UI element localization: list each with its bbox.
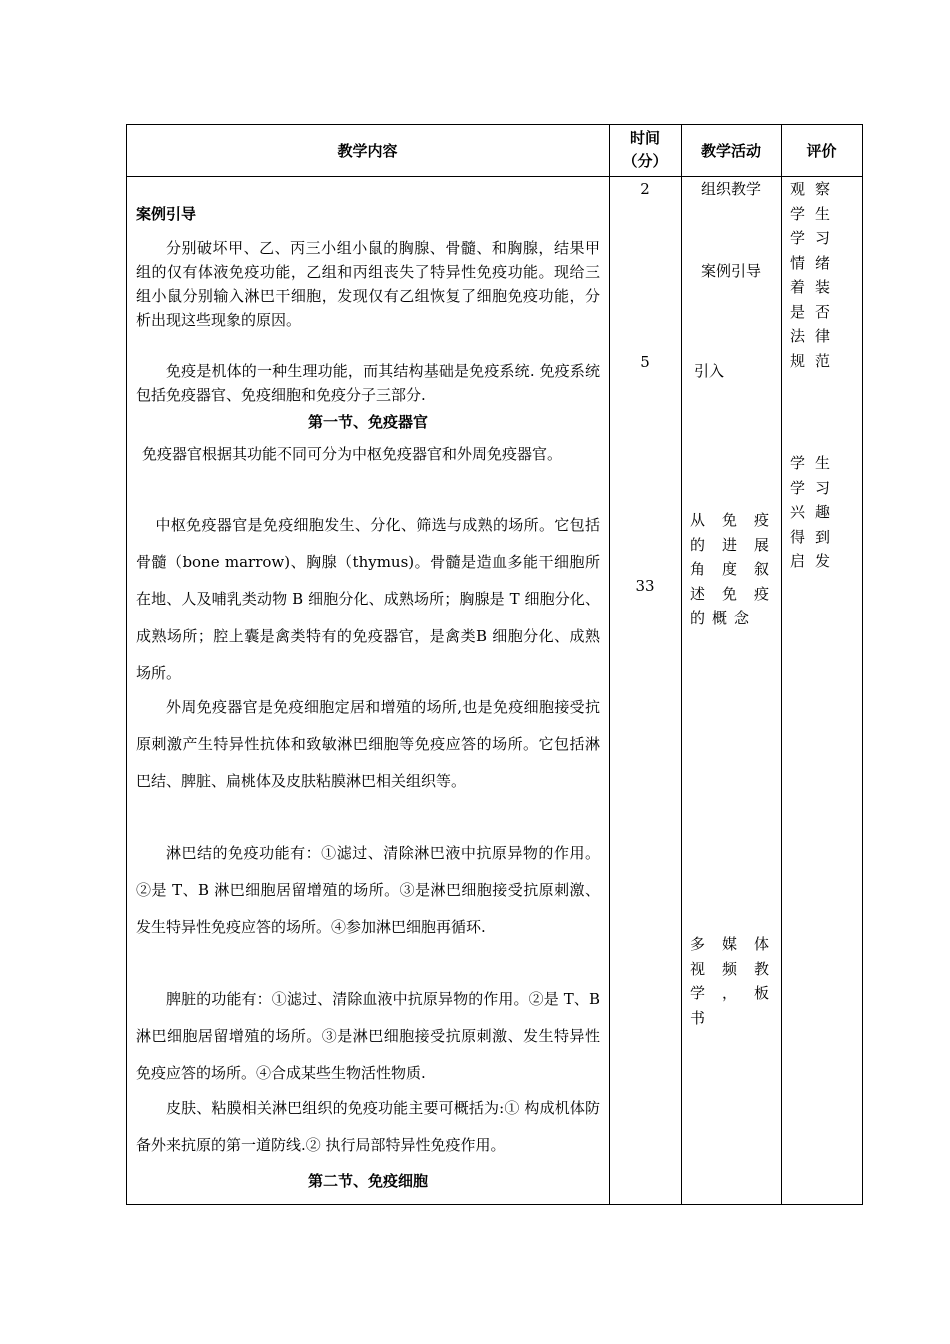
header-content: 教学内容: [337, 142, 398, 160]
lymph-node-paragraph: 淋巴结的免疫功能有：①滤过、清除淋巴液中抗原异物的作用。②是 T、B 淋巴细胞居留增殖的场所。③是淋巴细胞接受抗原刺激、发生特异性免疫应答的场所。④参加淋巴细胞再循环.: [136, 844, 600, 936]
activity-intro: 引入: [694, 362, 725, 380]
peripheral-organs-paragraph: 外周免疫器官是免疫细胞定居和增殖的场所,也是免疫细胞接受抗原刺激产生特异性抗体和致敏淋巴细胞等免疫应答的场所。它包括淋巴结、脾脏、扁桃体及皮肤粘膜淋巴相关组织等。: [136, 698, 600, 790]
table-right-border: [862, 124, 863, 1205]
evaluation-interest: 学生学习兴趣得到启发: [790, 454, 841, 570]
central-organs-paragraph: 中枢免疫器官是免疫细胞发生、分化、筛选与成熟的场所。它包括骨髓（bone marrow)、胸腺（thymus)。骨髓是造血多能干细胞所在地、人及哺乳类动物 B 细胞分化、成熟场所；胸腺是 T 细胞分化、成熟场所；腔上囊是禽类特有的免疫器官，是禽类B 细胞分化、成熟场所。: [136, 516, 600, 682]
column-divider-activity-evaluation: [781, 124, 782, 1205]
activity-multimedia: 多媒体视频教学，板书: [690, 935, 776, 1027]
time-value-1: 2: [640, 180, 650, 198]
intro-paragraph: 免疫是机体的一种生理功能，而其结构基础是免疫系统. 免疫系统包括免疫器官、免疫细胞和免疫分子三部分.: [136, 362, 600, 404]
case-paragraph: 分别破坏甲、乙、丙三小组小鼠的胸腺、骨髓、和胸腺，结果甲组的仅有体液免疫功能，乙组和丙组丧失了特异性免疫功能。现给三组小鼠分别输入淋巴干细胞，发现仅有乙组恢复了细胞免疫功能，分析出现这些现象的原因。: [136, 239, 600, 329]
section2-title: 第二节、免疫细胞: [307, 1172, 428, 1190]
organs-intro-paragraph: 免疫器官根据其功能不同可分为中枢免疫器官和外周免疫器官。: [142, 445, 563, 463]
case-heading: 案例引导: [136, 205, 197, 223]
table-left-border: [126, 124, 127, 1205]
header-time: [609, 127, 681, 173]
header-time-line2: （分）: [622, 152, 668, 170]
mucosa-paragraph: 皮肤、粘膜相关淋巴组织的免疫功能主要可概括为:① 构成机体防备外来抗原的第一道防线.② 执行局部特异性免疫作用。: [136, 1099, 600, 1154]
evaluation-observe: 观察学生学习情绪着装是否法律规范: [790, 180, 841, 370]
header-evaluation: 评价: [806, 142, 837, 160]
column-divider-content-time: [609, 124, 610, 1205]
activity-case: 案例引导: [700, 262, 761, 280]
spleen-paragraph: 脾脏的功能有：①滤过、清除血液中抗原异物的作用。②是 T、B 淋巴细胞居留增殖的场所。③是淋巴细胞接受抗原刺激、发生特异性免疫应答的场所。④合成某些生物活性物质.: [136, 990, 600, 1082]
section1-title: 第一节、免疫器官: [307, 413, 428, 431]
header-time-line1: 时间: [629, 129, 660, 147]
activity-organize: 组织教学: [700, 180, 761, 198]
activity-concept: 从免疫的进展角度叙述免疫的概念: [690, 511, 776, 627]
time-value-3: 33: [635, 577, 655, 595]
header-activity: 教学活动: [700, 142, 761, 160]
header-bottom-border: [126, 176, 863, 177]
table-top-border: [126, 124, 863, 125]
time-value-2: 5: [640, 353, 650, 371]
table-bottom-border: [126, 1204, 863, 1205]
column-divider-time-activity: [681, 124, 682, 1205]
